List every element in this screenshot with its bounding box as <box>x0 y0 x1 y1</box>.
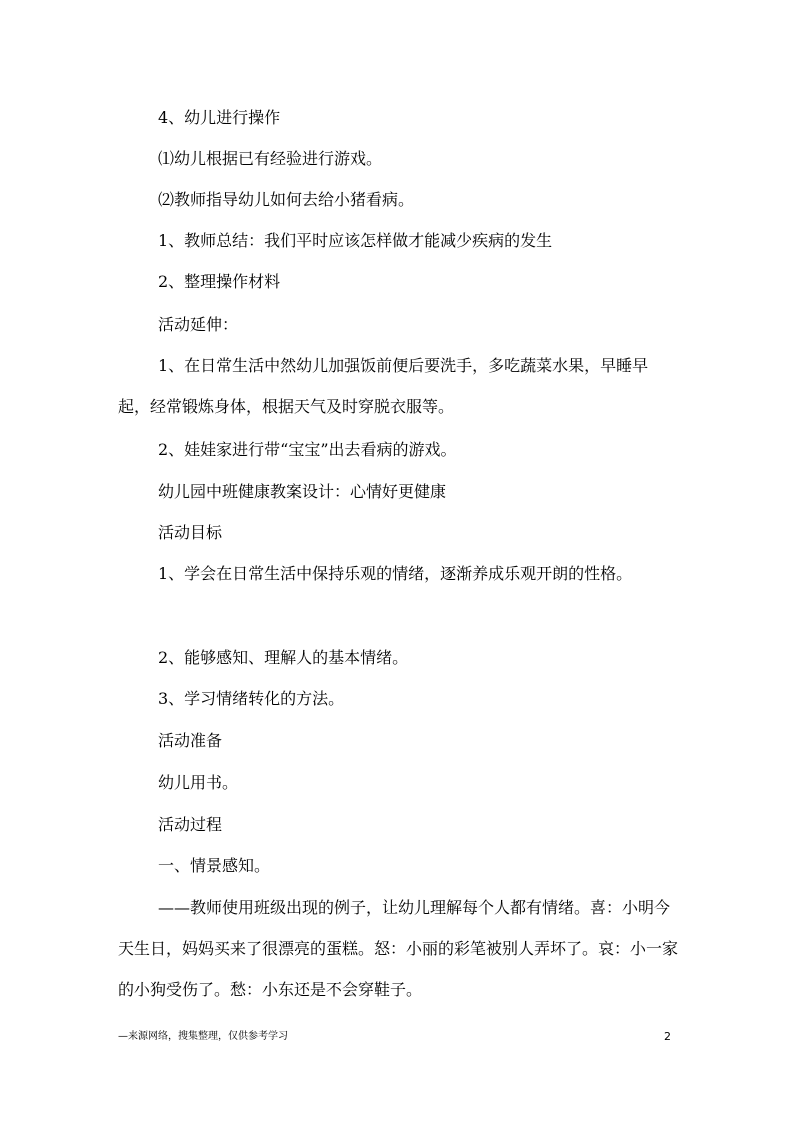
paragraph-11: 1、学会在日常生活中保持乐观的情绪，逐渐养成乐观开朗的性格。 <box>158 564 633 583</box>
paragraph-5: 2、整理操作材料 <box>158 272 281 291</box>
paragraph-10: 活动目标 <box>158 523 223 542</box>
paragraph-14: 活动准备 <box>158 731 223 750</box>
paragraph-4: 1、教师总结：我们平时应该怎样做才能减少疾病的发生 <box>158 231 553 250</box>
paragraph-12: 2、能够感知、理解人的基本情绪。 <box>158 648 409 667</box>
footer-note: —来源网络，搜集整理，仅供参考学习 <box>118 1031 288 1042</box>
paragraph-1: 4、幼儿进行操作 <box>158 108 281 127</box>
paragraph-8: 2、娃娃家进行带“宝宝”出去看病的游戏。 <box>158 440 457 459</box>
paragraph-17: 一、情景感知。 <box>158 856 271 875</box>
paragraph-16: 活动过程 <box>158 815 223 834</box>
page-number: 2 <box>664 1030 671 1043</box>
paragraph-9: 幼儿园中班健康教案设计：心情好更健康 <box>158 482 447 501</box>
paragraph-15: 幼儿用书。 <box>158 773 239 792</box>
paragraph-3: ⑵教师指导幼儿如何去给小猪看病。 <box>158 190 415 209</box>
paragraph-7: 1、在日常生活中然幼儿加强饭前便后要洗手，多吃蔬菜水果，早睡早起，经常锻炼身体，根据天气及时穿脱衣服等。 <box>118 356 649 416</box>
paragraph-18: ——教师使用班级出现的例子，让幼儿理解每个人都有情绪。喜：小明今天生日，妈妈买来了很漂亮的蛋糕。怒：小丽的彩笔被别人弄坏了。哀：小一家的小狗受伤了。愁：小东还是不会穿鞋子。 <box>118 898 679 999</box>
paragraph-13: 3、学习情绪转化的方法。 <box>158 689 345 708</box>
paragraph-6: 活动延伸： <box>158 315 239 334</box>
paragraph-2: ⑴幼儿根据已有经验进行游戏。 <box>158 149 383 168</box>
